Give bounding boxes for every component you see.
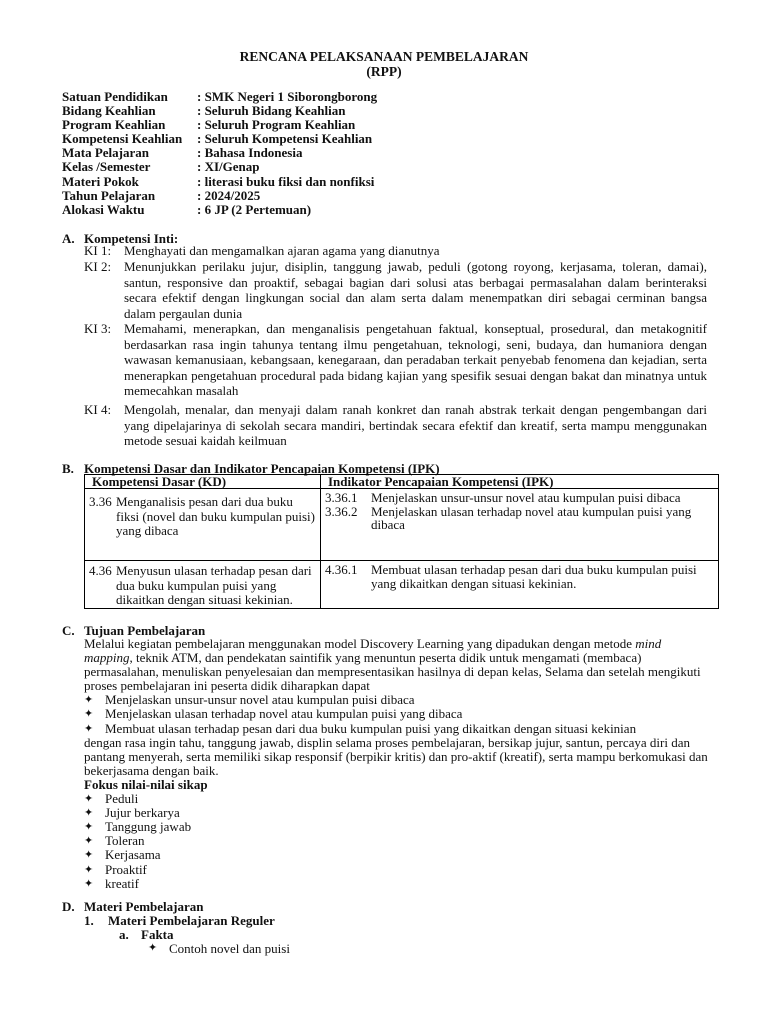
ki-text: Menunjukkan perilaku jujur, disiplin, tanggung jawab, peduli (gotong royong, kerjasama, toleran, damai), santun, responsive dan proaktif, sebagai bagian dari solusi atas berbagai permasalahan dalam berinteraksi secara efektif dengan lingkungan social dan alam serta dalam menempatkan diri sebagai cerminan bangsa dalam pergaulan dunia xyxy=(124,259,707,321)
identity-label: Kelas /Semester xyxy=(62,159,151,175)
kd-number: 3.36 xyxy=(89,494,112,509)
ipk-text: Menjelaskan unsur-unsur novel atau kumpulan puisi dibaca xyxy=(371,490,681,505)
ki-item xyxy=(84,243,707,259)
ki-text: Memahami, menerapkan, dan menganalisis pengetahuan faktual, konseptual, prosedural, dan metakognitif berdasarkan rasa ingin tahunya tentang ilmu pengetahuan, teknologi, seni, budaya, dan humaniora dengan wawasan kemanusiaan, kebangsaan, kenegaraan, dan peradaban terkait penyebab fenomena dan kejadian, serta menerapkan pengetahuan procedural pada bidang kajian yang spesifik sesuai dengan bakat dan minatnya untuk memecahkan masalah xyxy=(124,321,707,399)
identity-label: Tahun Pelajaran xyxy=(62,187,156,203)
value-text: Kerjasama xyxy=(105,847,161,863)
kd-cell xyxy=(85,489,321,561)
ki-item xyxy=(84,259,707,321)
identity-row xyxy=(62,189,377,203)
intro-text: Melalui kegiatan pembelajaran menggunakan model Discovery Learning yang dipadukan dengan metode xyxy=(84,636,636,651)
intro-text-continued: , teknik ATM, dan pendekatan saintifik yang menuntun peserta didik untuk mengamati (membaca) permasalahan, menuliskan penyelesaian dan mempresentasikan hasilnya di depan kelas, Selama dan setelah mengikuti proses pembelajaran ini peserta didik diharapkan dapat xyxy=(84,650,701,694)
bullet-icon: ✦ xyxy=(84,793,94,806)
table-header-row xyxy=(85,475,719,489)
intro-emphasis: mind mapping xyxy=(84,636,662,666)
kd-column-header: Kompetensi Dasar (KD) xyxy=(85,475,321,489)
table-row xyxy=(85,489,719,561)
goal-item xyxy=(84,707,708,721)
bullet-icon: ✦ xyxy=(84,863,94,876)
value-text: Jujur berkarya xyxy=(105,805,180,821)
subsection-a-title: Fakta xyxy=(141,927,174,942)
ipk-item xyxy=(325,561,714,590)
bullet-icon: ✦ xyxy=(84,807,94,820)
identity-row xyxy=(62,146,377,160)
section-a-letter: A. xyxy=(62,231,75,246)
closing-paragraph: dengan rasa ingin tahu, tanggung jawab, displin selama proses pembelajaran, bersikap jujur, santun, percaya diri dan pantang menyerah, serta memiliki sikap responsif (berpikir kritis) dan pro-aktif (kreatif), serta mampu berkomukasi dan bekerjasama dengan baik. xyxy=(84,734,708,778)
document-title: RENCANA PELAKSANAAN PEMBELAJARAN xyxy=(239,49,529,64)
bullet-icon: ✦ xyxy=(84,722,94,735)
value-item xyxy=(84,863,708,877)
ipk-number: 3.36.1 xyxy=(325,490,358,505)
identity-label: Mata Pelajaran xyxy=(62,145,150,161)
value-text: Tanggung jawab xyxy=(105,819,192,835)
value-item xyxy=(84,792,708,806)
identity-row xyxy=(62,203,377,217)
values-heading: Fokus nilai-nilai sikap xyxy=(84,776,208,792)
ki-code: KI 4: xyxy=(84,402,112,417)
ipk-item xyxy=(325,505,714,532)
bullet-icon: ✦ xyxy=(148,942,158,954)
identity-value: : Seluruh Kompetensi Keahlian xyxy=(197,131,373,147)
goal-text: Menjelaskan ulasan terhadap novel atau kumpulan puisi yang dibaca xyxy=(105,706,463,722)
goal-text: Menjelaskan unsur-unsur novel atau kumpulan puisi dibaca xyxy=(105,692,415,708)
ipk-text: Membuat ulasan terhadap pesan dari dua buku kumpulan puisi yang dikaitkan dengan situasi kekinian. xyxy=(371,562,697,591)
ki-item xyxy=(84,321,707,399)
subsection-1-number: 1. xyxy=(84,913,94,928)
value-item xyxy=(84,877,708,891)
section-d-letter: D. xyxy=(62,899,75,914)
identity-row xyxy=(62,104,377,118)
ipk-cell xyxy=(321,489,719,561)
subsection-a-letter: a. xyxy=(119,927,129,942)
section-d-title: Materi Pembelajaran xyxy=(84,899,204,914)
goal-item xyxy=(84,722,708,736)
value-text: Toleran xyxy=(105,833,145,849)
value-item xyxy=(84,834,708,848)
identity-row xyxy=(62,175,377,189)
identity-row xyxy=(62,118,377,132)
bullet-icon: ✦ xyxy=(84,877,94,890)
identity-value: : XI/Genap xyxy=(197,159,260,175)
materi-item xyxy=(148,941,290,957)
bullet-icon: ✦ xyxy=(84,821,94,834)
section-c-body xyxy=(84,637,708,891)
identity-label: Program Keahlian xyxy=(62,117,166,133)
identity-label: Kompetensi Keahlian xyxy=(62,131,183,147)
bullet-icon: ✦ xyxy=(84,708,94,721)
identity-row xyxy=(62,90,377,104)
identity-label: Materi Pokok xyxy=(62,173,139,189)
section-b-title: Kompetensi Dasar dan Indikator Pencapaian Kompetensi (IPK) xyxy=(84,461,440,476)
section-c-title: Tujuan Pembelajaran xyxy=(84,623,206,638)
ipk-text: Menjelaskan ulasan terhadap novel atau kumpulan puisi yang dibaca xyxy=(371,503,692,532)
materi-text: Contoh novel dan puisi xyxy=(169,941,290,956)
goal-text: Membuat ulasan terhadap pesan dari dua buku kumpulan puisi yang dikaitkan dengan situasi kekinian xyxy=(105,720,637,736)
value-item xyxy=(84,848,708,862)
value-item xyxy=(84,820,708,834)
identity-value: : Bahasa Indonesia xyxy=(197,145,303,161)
identity-label: Alokasi Waktu xyxy=(62,201,145,217)
kd-number: 4.36 xyxy=(89,563,112,578)
value-text: Proaktif xyxy=(105,861,147,877)
identity-row xyxy=(62,132,377,146)
section-a-title: Kompetensi Inti: xyxy=(84,231,179,246)
ki-code: KI 3: xyxy=(84,321,112,336)
identity-label: Satuan Pendidikan xyxy=(62,89,168,104)
goal-item xyxy=(84,693,708,707)
values-list xyxy=(84,792,708,891)
value-text: Peduli xyxy=(105,791,139,807)
intro-paragraph xyxy=(84,637,708,693)
kd-ipk-table xyxy=(84,474,719,609)
bullet-icon: ✦ xyxy=(84,835,94,848)
subsection-1-title: Materi Pembelajaran Reguler xyxy=(108,913,275,928)
kd-cell xyxy=(85,561,321,609)
document-subtitle: (RPP) xyxy=(366,64,402,79)
ki-code: KI 1: xyxy=(84,243,112,258)
value-item xyxy=(84,806,708,820)
ipk-cell xyxy=(321,561,719,609)
ki-code: KI 2: xyxy=(84,259,112,274)
kd-text: Menganalisis pesan dari dua buku fiksi (novel dan buku kumpulan puisi) yang dibaca xyxy=(116,494,315,538)
identity-block xyxy=(62,90,377,217)
identity-value: : 6 JP (2 Pertemuan) xyxy=(197,201,312,217)
ipk-number: 4.36.1 xyxy=(325,562,358,577)
bullet-icon: ✦ xyxy=(84,849,94,862)
ipk-number: 3.36.2 xyxy=(325,503,358,519)
identity-value: : SMK Negeri 1 Siborongborong xyxy=(197,89,378,104)
ki-text: Menghayati dan mengamalkan ajaran agama yang dianutnya xyxy=(124,243,440,258)
identity-value: : Seluruh Program Keahlian xyxy=(197,117,356,133)
value-text: kreatif xyxy=(105,875,139,891)
identity-value: : 2024/2025 xyxy=(197,187,261,203)
ipk-item xyxy=(325,489,714,505)
identity-value: : literasi buku fiksi dan nonfiksi xyxy=(197,173,375,189)
section-b-letter: B. xyxy=(62,461,74,476)
identity-row xyxy=(62,160,377,174)
kd-text: Menyusun ulasan terhadap pesan dari dua buku kumpulan puisi yang dikaitkan dengan situasi kekinian. xyxy=(116,563,312,607)
ipk-column-header: Indikator Pencapaian Kompetensi (IPK) xyxy=(321,475,719,489)
identity-label: Bidang Keahlian xyxy=(62,103,156,119)
ki-text: Mengolah, menalar, dan menyaji dalam ranah konkret dan ranah abstrak terkait dengan pengembangan dari yang dipelajarinya di sekolah secara mandiri, bertindak secara efektif dan kreatif, serta mampu menggunakan metode sesuai kaidah keilmuan xyxy=(124,402,707,449)
subsection-1 xyxy=(84,913,275,929)
ki-item xyxy=(84,402,707,449)
section-c-letter: C. xyxy=(62,623,75,638)
bullet-icon: ✦ xyxy=(84,694,94,707)
table-row xyxy=(85,561,719,609)
identity-value: : Seluruh Bidang Keahlian xyxy=(197,103,346,119)
